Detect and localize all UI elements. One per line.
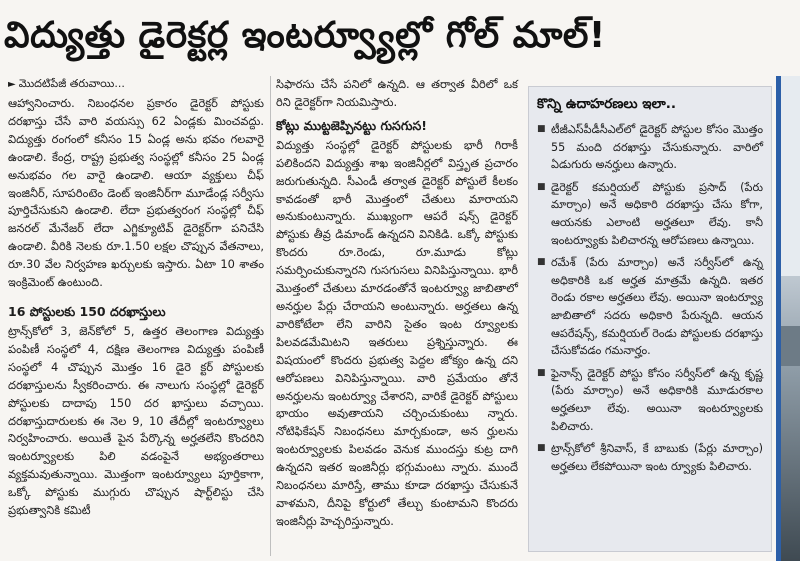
continuation-kicker [8, 76, 264, 93]
list-item-text: ట్రాన్స్‌కోలో శ్రీనివాస్, కే బాబుకు (పేర్లు మార్చాం) అర్హతలు లేకపోయినా ఇంట ర్వ్యూకు పిలిచారు. [551, 442, 763, 473]
list-item-text: డైరెక్టర్ కమర్షియల్ పోస్టుకు ప్రసాద్ (పేరు మార్చాం) అనే అధికారి దరఖాస్తు చేసు కోగా, ఆయనకు ఎలాంటి అర్హతలూ లేవు. కానీ ఇంటర్వ్యూకు పిలిచారన్న ఆరోపణలు ఉన్నాయి. [551, 180, 763, 247]
article-column-1 [8, 76, 264, 520]
column-divider [270, 76, 271, 556]
list-item [537, 254, 763, 360]
subheading-rumours: కోట్లు ముట్టజెప్పినట్టు గుసగుస! [276, 117, 427, 133]
list-item-text: ఫైనాన్స్ డైరెక్టర్ పోస్టు కోసం సర్వీస్‌లో ఉన్న కృష్ణ (పేరు మార్చాం) అనే అధికారికి మూడురకాల అర్హతలూ లేవు. అయినా ఇంటర్వ్యూలకు పిలిచారు. [551, 366, 763, 433]
article-paragraph: ట్రాన్స్‌కోలో 3, జెన్‌కోలో 5, ఉత్తర తెలంగాణ విద్యుత్తు పంపిణీ సంస్థలో 4, దక్షిణ తెలంగాణ విద్యుత్తు పంపిణీ సంస్థలో 4 చొప్పున మొత్తం 16 డైరె క్టర్ పోస్టులకు దరఖాస్తులను స్వీకరించారు. ఈ నాలుగు సంస్థల్లో డైరెక్టర్ పోస్టులకు దాదాపు 150 దర ఖాస్తులు వచ్చాయి. దరఖాస్తుదారులకు ఈ నెల 9, 10 తేదీల్లో ఇంటర్వ్యూలు నిర్వహించారు. అయితే పైన పేర్కొన్న అర్హతలేని కొందరిని ఇంటర్వ్యూలకు పిలి వడంపైనే అభ్యంతరాలు వ్యక్తమవుతున్నాయి. మొత్తంగా ఇంటర్వ్యూలు పూర్తికాగా, ఒక్కో పోస్టుకు ముగ్గురు చొప్పున షార్ట్‌లిస్టు చేసి ప్రభుత్వానికి కమిటీ [8, 323, 264, 518]
sidebar-title: కొన్ని ఉదాహరణలు ఇలా.. [537, 96, 676, 112]
square-bullet-icon: ■ [537, 367, 546, 378]
examples-sidebar-box [528, 86, 772, 552]
arrow-right-icon: ► [8, 79, 16, 90]
list-item-text: రమేశ్ (పేరు మార్చాం) అనే సర్వీస్‌లో ఉన్న అధికారికి ఒక అర్హత మాత్రమే ఉన్నది. ఇతర రెండు రకాల అర్హతలు లేవు. అయినా ఇంటర్వ్యూ జాబితాలో సదరు అధికారి పేరున్నది. ఆయన ఆపరేషన్స్, కమర్షియల్ రెండు పోస్టులకు దరఖాస్తు చేసుకోవడం గమనార్హం. [551, 256, 763, 358]
headline: విద్యుత్తు డైరెక్టర్ల ఇంటర్వ్యూల్లో గోల్ మాల్! [4, 15, 606, 56]
list-item [537, 179, 763, 249]
adjacent-photo-edge [776, 76, 800, 561]
square-bullet-icon: ■ [537, 257, 546, 268]
subheading-applications: 16 పోస్టులకు 150 దరఖాస్తులు [8, 303, 166, 319]
article-column-2 [276, 76, 518, 531]
kicker-text: మొదటిపేజీ తరువాయి... [18, 77, 125, 90]
article-paragraph: సిఫారసు చేసే పనిలో ఉన్నది. ఆ తర్వాత వీరిలో ఒక రిని డైరెక్టర్‌గా నియమిస్తారు. [276, 77, 518, 109]
square-bullet-icon: ■ [537, 124, 546, 134]
article-paragraph: ఆహ్వానించారు. నిబంధనల ప్రకారం డైరెక్టర్ పోస్టుకు దరఖాస్తు చేసే వారి వయస్సు 62 ఏండ్లకు మించవద్దు. విద్యుత్తు రంగంలో కనీసం 15 ఏండ్ల అను భవం గలవారై ఉండాలి. కేంద్ర, రాష్ట్ర ప్రభుత్వ సంస్థల్లో కనీసం 25 ఏండ్ల అనుభవం గల వారై ఉండాలి. ఆయా వ్యక్తులు చీఫ్ ఇంజినీర్, సూపరింటెం డెంట్ ఇంజినీర్‌గా మూడేండ్ల సర్వీసు పూర్తిచేసుకుని ఉండాలి. లేదా ప్రభుత్వరంగ సంస్థల్లో చీఫ్ జనరల్ మేనేజర్ లేదా ఎగ్జిక్యూటివ్ డైరెక్టర్‌గా పనిచేసి ఉండాలి. వీరికి నెలకు రూ.1.50 లక్షల చొప్పున వేతనాలు, రూ.30 వేల నిర్వహణ ఖర్చులకు ఇస్తారు. ఏటా 10 శాతం ఇంక్రిమెంట్ ఉంటుంది. [8, 96, 264, 290]
square-bullet-icon: ■ [537, 443, 546, 454]
list-item-text: టీజీఎస్‌పీడీసీఎల్‌లో డైరెక్టర్ పోస్టుల కోసం మొత్తం 55 మంది దరఖాస్తు చేసుకున్నారు. వారిలో ఏడుగురు అనర్హులు ఉన్నారు. [551, 123, 763, 172]
article-paragraph: విద్యుత్తు సంస్థల్లో డైరెక్టర్ పోస్టులకు భారీ గిరాకీ పలికిందని విద్యుత్తు శాఖ ఇంజినీర్లలో విస్తృత ప్రచారం జరుగుతున్నది. సీఎండీ తర్వాత డైరెక్టర్ పోస్టులే కీలకం కావడంతో భారీ మొత్తంలో చేతులు మారాయని అనుకుంటున్నారు. ముఖ్యంగా ఆపరే షన్స్ డైరెక్టర్ పోస్టుకు తీవ్ర డిమాండ్ ఉన్నదని వినికిడి. ఒక్కో పోస్టుకు కొందరు రూ.రెండు, రూ.మూడు కోట్లు సమర్పించుకున్నారని గుసగుసలు వినిపిస్తున్నాయి. భారీ మొత్తంలో చేతులు మారడంతోనే ఇంటర్వ్యూ జాబితాలో అనర్హుల పేర్లు చేరాయని అంటున్నారు. అర్హతలు ఉన్న వారికోటేలా లేని వారిని సైతం ఇంట ర్వ్యూలకు పిలవడమేమిటని ఇతరులు ప్రశ్నిస్తున్నారు. ఈ విషయంలో కొందరు ప్రభుత్వ పెద్దల జోక్యం ఉన్న దని ఆరోపణలు వినిపిస్తున్నాయి. వారి ప్రమేయం తోనే అనర్హులను ఇంటర్వ్యూ చేశారని, వారికే డైరెక్టర్ పోస్టులు భాయం అవుతాయని చర్చించుకుంటు న్నారు. నోటిఫికేషన్ నిబంధనలు మార్చకుండా, అన ర్హులను ఇంటర్వ్యూలకు పిలవడం వెనుక ముందస్తు కుట్ర దాగి ఉన్నదని ఇతర ఇంజినీర్లు భగ్గుమంటు న్నారు. ముందే నిబంధనలు మారిస్తే, తాము కూడా దరఖాస్తు చేసుకునే వాళమని, దీనిపై కోర్టులో తేల్చు కుంటామని కొందరు ఇంజినీర్లు హెచ్చరిస్తున్నారు. [276, 137, 518, 528]
examples-list [537, 121, 763, 475]
square-bullet-icon: ■ [537, 181, 546, 192]
list-item [537, 440, 763, 475]
list-item [537, 121, 763, 174]
list-item [537, 365, 763, 435]
